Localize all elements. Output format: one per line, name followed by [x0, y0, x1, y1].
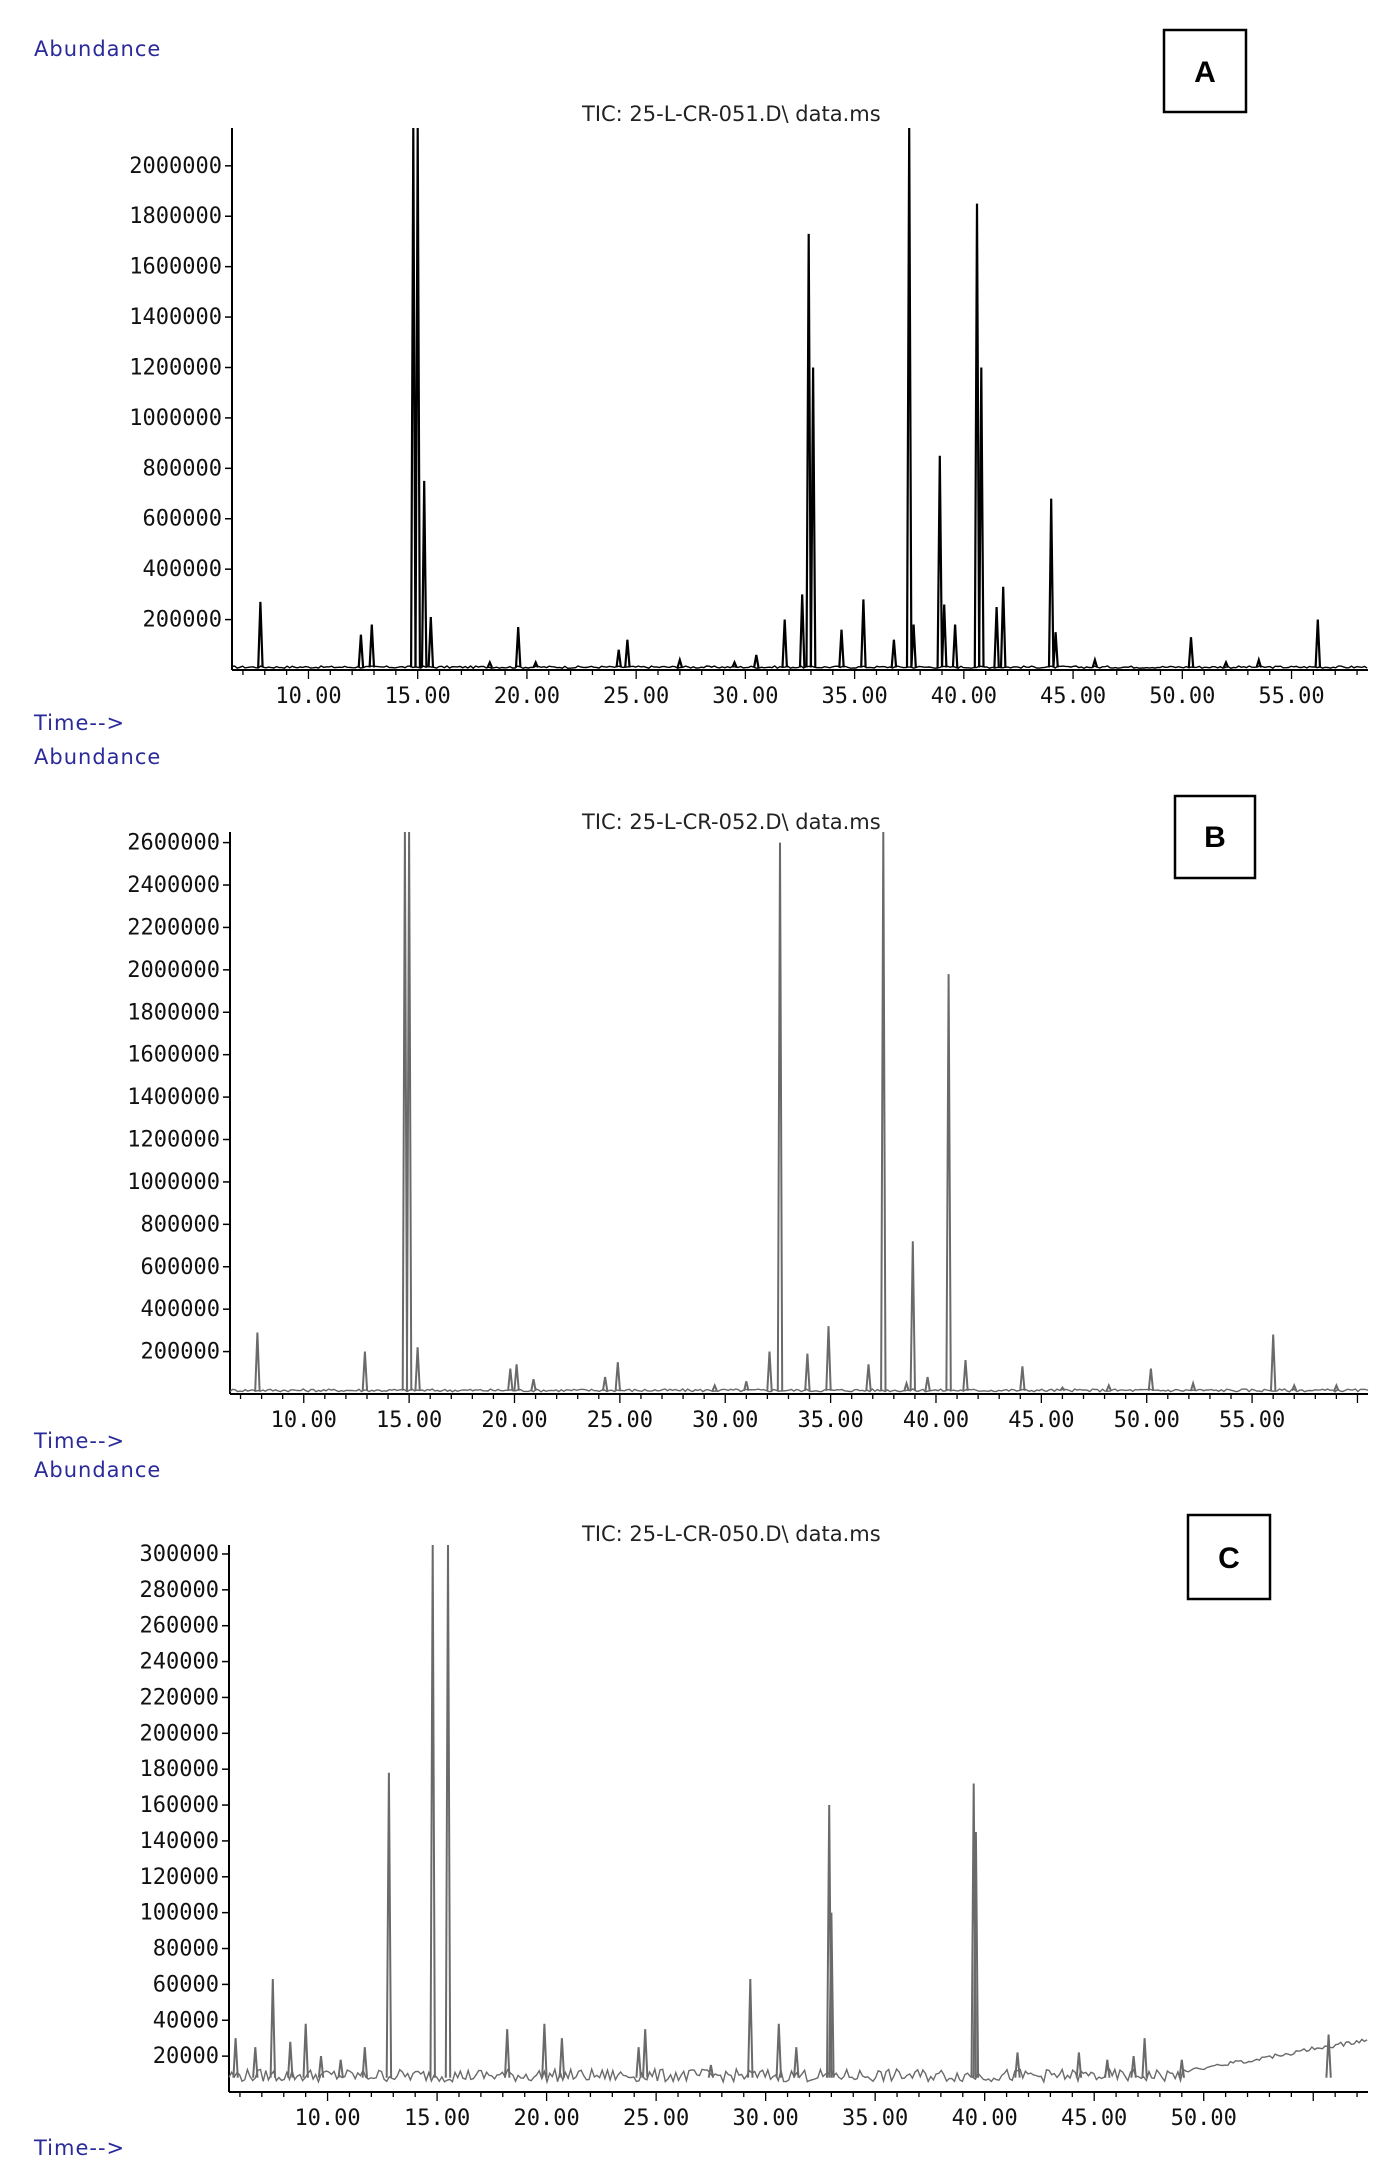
panel-c-y-tick-label: 200000: [139, 1721, 219, 1747]
panel-b-label: B: [1204, 821, 1226, 854]
panel-a-peak: [942, 605, 946, 668]
panel-a-peak: [488, 662, 492, 667]
panel-b-y-tick-label: 2200000: [127, 915, 220, 941]
panel-c-peak: [288, 2042, 292, 2078]
panel-c-y-tick-label: 300000: [139, 1541, 219, 1567]
panel-a-peak: [953, 625, 957, 668]
panel-b-x-tick-label: 40.00: [902, 1408, 970, 1433]
panel-b-peak: [1060, 1388, 1064, 1391]
panel-b-peak: [407, 832, 411, 1391]
panel-a-peak: [1316, 620, 1320, 668]
panel-b-x-tick-label: 55.00: [1218, 1408, 1286, 1433]
panel-c-y-tick-label: 40000: [152, 2008, 219, 2034]
panel-c: [33, 1458, 1368, 2160]
panel-a-y-tick-label: 1200000: [129, 355, 222, 381]
panel-c-x-tick-label: 40.00: [951, 2106, 1018, 2131]
panel-b-peak: [778, 843, 782, 1391]
panel-c-peak: [709, 2065, 713, 2078]
panel-a-y-tick-label: 600000: [142, 506, 222, 532]
panel-b-peak: [1271, 1335, 1275, 1391]
panel-b-x-tick-label: 35.00: [797, 1408, 864, 1433]
panel-c-label: C: [1218, 1542, 1240, 1575]
panel-b-peak: [826, 1326, 830, 1391]
panel-c-y-tick-label: 20000: [152, 2044, 219, 2070]
panel-b-y-tick-label: 1400000: [127, 1085, 220, 1111]
panel-b-ylabel: Abundance: [34, 745, 162, 769]
panel-b-x-tick-label: 20.00: [481, 1408, 548, 1433]
panel-b-peak: [946, 974, 950, 1391]
panel-b-baseline-trace: [230, 1389, 1368, 1392]
panel-c-peak: [636, 2047, 640, 2078]
panel-a-peak: [422, 481, 426, 668]
panel-a-peak: [1001, 587, 1005, 668]
panel-a-x-tick-label: 20.00: [493, 684, 561, 709]
panel-a-ylabel: Abundance: [34, 37, 162, 61]
panel-a: [33, 30, 1368, 735]
panel-b-y-tick-label: 1000000: [127, 1169, 220, 1195]
panel-c-peak: [446, 1545, 450, 2078]
panel-b-peak: [415, 1347, 419, 1391]
panel-a-x-tick-label: 30.00: [712, 684, 779, 709]
panel-a-peak: [907, 128, 911, 668]
panel-b-y-tick-label: 2600000: [127, 830, 220, 856]
panel-c-x-tick-label: 30.00: [732, 2106, 799, 2131]
panel-c-peak: [304, 2024, 308, 2078]
panel-b-peak: [925, 1377, 929, 1391]
panel-c-y-tick-label: 120000: [139, 1864, 219, 1890]
panel-a-y-tick-label: 2000000: [129, 153, 222, 179]
panel-c-peak: [1326, 2035, 1330, 2078]
panel-a-peak: [979, 368, 983, 668]
panel-a-y-tick-label: 1800000: [129, 204, 222, 230]
panel-a-peak: [370, 625, 374, 668]
panel-c-peak: [643, 2029, 647, 2078]
panel-b-peak: [514, 1364, 518, 1391]
panel-c-peak: [777, 2024, 781, 2078]
panel-c-peak: [1142, 2038, 1146, 2078]
panel-a-peak: [994, 607, 998, 668]
panel-a-peak: [938, 456, 942, 668]
panel-b-xlabel: Time-->: [34, 1429, 126, 1453]
panel-b-x-tick-label: 15.00: [376, 1408, 443, 1433]
panel-a-x-tick-label: 45.00: [1039, 684, 1107, 709]
panel-c-x-tick-label: 35.00: [842, 2106, 909, 2131]
panel-c-xlabel: Time-->: [34, 2136, 126, 2160]
panel-c-title: TIC: 25-L-CR-050.D\ data.ms: [582, 1522, 881, 1546]
panel-b-peak: [363, 1352, 367, 1391]
panel-c-peak: [1015, 2053, 1019, 2078]
panel-b-x-tick-label: 30.00: [692, 1408, 759, 1433]
panel-a-peak: [783, 620, 787, 668]
panel-a-y-tick-label: 200000: [142, 607, 222, 633]
panel-c-peak: [233, 2038, 237, 2078]
panel-a-x-tick-label: 10.00: [275, 684, 342, 709]
panel-c-peak: [339, 2060, 343, 2078]
panel-a-peak: [678, 660, 682, 668]
panel-a-x-tick-label: 35.00: [821, 684, 888, 709]
panel-b-peak: [1149, 1369, 1153, 1391]
panel-a-peak: [617, 650, 621, 668]
panel-b-y-tick-label: 2000000: [127, 957, 220, 983]
panel-a-x-tick-label: 55.00: [1258, 684, 1325, 709]
panel-c-y-tick-label: 280000: [139, 1577, 219, 1603]
panel-b-peak: [866, 1364, 870, 1391]
panel-b-y-tick-label: 200000: [140, 1339, 220, 1365]
panel-b-plot: [127, 831, 1368, 1433]
panel-b-peak: [616, 1362, 620, 1391]
panel-c-peak: [1077, 2053, 1081, 2078]
panel-c-peak: [748, 1979, 752, 2078]
panel-a-peak: [811, 368, 815, 668]
panel-b-peak: [508, 1369, 512, 1391]
panel-a-peak: [839, 630, 843, 668]
panel-a-peak: [800, 594, 804, 667]
panel-c-x-tick-label: 45.00: [1061, 2106, 1128, 2131]
panel-c-y-tick-label: 240000: [139, 1649, 219, 1675]
panel-c-peak: [271, 1979, 275, 2078]
panel-c-y-tick-label: 140000: [139, 1828, 219, 1854]
panel-c-y-tick-label: 100000: [139, 1900, 219, 1926]
panel-b-peak: [603, 1377, 607, 1391]
panel-b-y-tick-label: 600000: [140, 1254, 220, 1280]
panel-b: [33, 745, 1368, 1453]
panel-c-x-tick-label: 15.00: [403, 2106, 471, 2131]
panel-a-x-tick-label: 15.00: [384, 684, 451, 709]
panel-a-peak: [1049, 499, 1053, 668]
panel-c-y-tick-label: 60000: [152, 1972, 219, 1998]
panel-c-y-tick-label: 160000: [139, 1793, 219, 1819]
panel-a-y-tick-label: 400000: [142, 557, 222, 583]
panel-b-y-tick-label: 800000: [140, 1212, 220, 1238]
panel-c-peak: [560, 2038, 564, 2078]
panel-a-peak: [429, 617, 433, 667]
panel-b-peak: [255, 1333, 259, 1391]
panel-b-y-tick-label: 1200000: [127, 1127, 220, 1153]
panel-b-peak: [1107, 1386, 1111, 1391]
panel-a-x-tick-label: 25.00: [603, 684, 670, 709]
panel-a-peak: [516, 627, 520, 667]
panel-c-y-tick-label: 260000: [139, 1613, 219, 1639]
panel-a-xlabel: Time-->: [34, 711, 126, 735]
panel-b-x-tick-label: 50.00: [1113, 1408, 1180, 1433]
panel-c-peak: [1131, 2056, 1135, 2078]
panel-c-y-tick-label: 180000: [139, 1757, 219, 1783]
panel-c-x-tick-label: 20.00: [513, 2106, 580, 2131]
panel-b-peak: [911, 1241, 915, 1391]
panel-b-y-tick-label: 400000: [140, 1297, 220, 1323]
panel-a-peak: [416, 128, 420, 668]
panel-b-x-tick-label: 45.00: [1008, 1408, 1075, 1433]
panel-b-peak: [767, 1352, 771, 1391]
panel-b-y-tick-label: 1800000: [127, 1000, 220, 1026]
panel-b-peak: [963, 1360, 967, 1391]
panel-c-x-tick-label: 10.00: [294, 2106, 361, 2131]
panel-c-x-tick-label: 50.00: [1170, 2106, 1237, 2131]
panel-c-ylabel: Abundance: [34, 1458, 162, 1482]
panel-a-peak: [892, 640, 896, 668]
panel-a-peak: [861, 599, 865, 667]
panel-b-title: TIC: 25-L-CR-052.D\ data.ms: [582, 810, 881, 834]
panel-c-plot: [140, 1542, 1368, 2131]
panel-a-peak: [807, 234, 811, 668]
panel-a-peak: [1189, 637, 1193, 667]
panel-a-peak: [754, 655, 758, 668]
panel-b-y-tick-label: 2400000: [127, 873, 220, 899]
panel-a-peak: [359, 635, 363, 668]
panel-b-peak: [713, 1386, 717, 1391]
panel-b-peak: [1020, 1366, 1024, 1390]
panel-a-y-tick-label: 1400000: [129, 305, 222, 331]
panel-a-peak: [625, 640, 629, 668]
panel-c-peak: [387, 1773, 391, 2078]
panel-a-label: A: [1194, 56, 1216, 89]
panel-b-peak: [805, 1354, 809, 1391]
panel-c-y-tick-label: 220000: [139, 1685, 219, 1711]
panel-a-y-tick-label: 1000000: [129, 405, 222, 431]
panel-b-y-tick-label: 1600000: [127, 1042, 220, 1068]
panel-a-plot: [129, 128, 1368, 709]
panel-a-y-tick-label: 1600000: [129, 254, 222, 280]
panel-c-peak: [431, 1545, 435, 2078]
panel-b-x-tick-label: 25.00: [586, 1408, 653, 1433]
panel-b-peak: [531, 1379, 535, 1391]
panel-c-x-tick-label: 25.00: [623, 2106, 690, 2131]
panel-c-y-tick-label: 80000: [152, 1936, 219, 1962]
panel-b-peak: [881, 832, 885, 1391]
panel-a-peak: [258, 602, 262, 668]
panel-a-x-tick-label: 40.00: [930, 684, 997, 709]
panel-c-peak: [253, 2047, 257, 2078]
panel-b-x-tick-label: 10.00: [270, 1408, 337, 1433]
panel-a-y-tick-label: 800000: [142, 456, 222, 482]
panel-a-x-tick-label: 50.00: [1149, 684, 1216, 709]
panel-a-title: TIC: 25-L-CR-051.D\ data.ms: [582, 102, 881, 126]
